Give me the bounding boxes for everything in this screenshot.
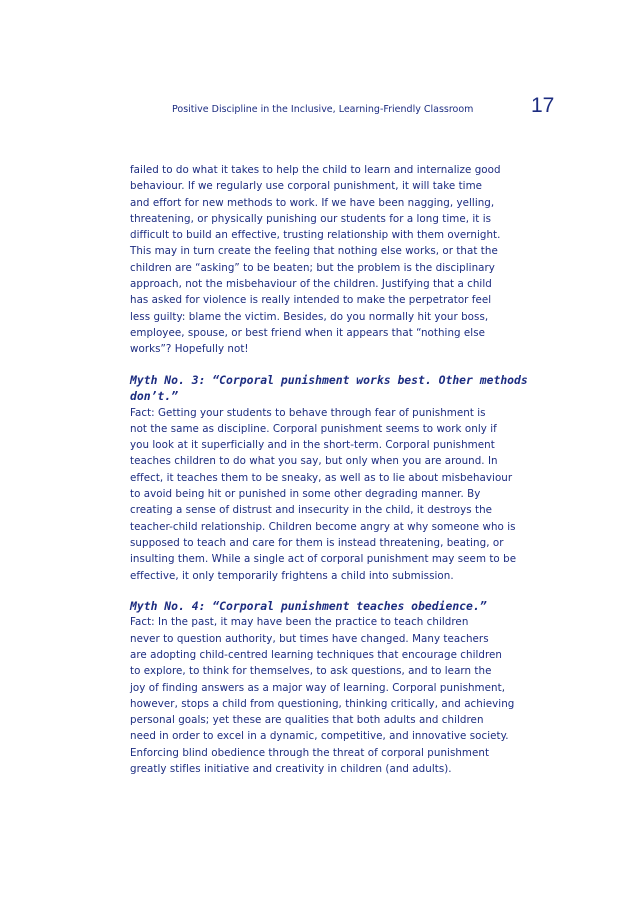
text-line: approach, not the misbehaviour of the children. Justifying that a child <box>130 278 492 291</box>
text-line: Enforcing blind obedience through the threat of corporal punishment <box>130 746 490 759</box>
text-line: Fact: In the past, it may have been the practice to teach children <box>130 616 469 629</box>
text-line: greatly stifles initiative and creativity in children (and adults). <box>130 763 452 775</box>
text-line: to avoid being hit or punished in some other degrading manner. By <box>130 488 481 501</box>
text-line: works”? Hopefully not! <box>130 343 249 356</box>
text-line: and effort for new methods to work. If we have been nagging, yelling, <box>130 196 495 209</box>
myth-4-fact <box>130 614 550 777</box>
text-line: to explore, to think for themselves, to ask questions, and to learn the <box>130 665 492 678</box>
text-line: teacher-child relationship. Children become angry at why someone who is <box>130 520 516 533</box>
myth-3-heading <box>130 372 550 405</box>
text-line: teaches children to do what you say, but only when you are around. In <box>130 455 498 468</box>
text-line: effective, it only temporarily frightens a child into submission. <box>130 569 454 582</box>
text-line: joy of finding answers as a major way of learning. Corporal punishment, <box>130 681 506 694</box>
text-line: however, stops a child from questioning, thinking critically, and achieving <box>130 697 515 710</box>
text-line: are adopting child-centred learning techniques that encourage children <box>130 648 503 661</box>
heading-line: don’t.” <box>130 389 179 404</box>
text-line: threatening, or physically punishing our students for a long time, it is <box>130 212 492 225</box>
running-header-title: Positive Discipline in the Inclusive, Learning-Friendly Classroom <box>172 104 474 115</box>
text-line: employee, spouse, or best friend when it appears that “nothing else <box>130 326 486 339</box>
myth-3-fact <box>130 405 550 584</box>
text-line: children are “asking” to be beaten; but the problem is the disciplinary <box>130 261 495 274</box>
paragraph-continued <box>130 162 550 358</box>
text-line: behaviour. If we regularly use corporal punishment, it will take time <box>130 180 483 193</box>
myth-4-heading <box>130 598 550 615</box>
text-line: has asked for violence is really intended to make the perpetrator feel <box>130 294 492 307</box>
text-line: Fact: Getting your students to behave through fear of punishment is <box>130 406 486 419</box>
text-line: failed to do what it takes to help the child to learn and internalize good <box>130 164 501 176</box>
text-line: less guilty: blame the victim. Besides, do you normally hit your boss, <box>130 310 489 323</box>
text-line: difficult to build an effective, trusting relationship with them overnight. <box>130 229 501 242</box>
text-line: not the same as discipline. Corporal punishment seems to work only if <box>130 422 497 435</box>
text-line: effect, it teaches them to be sneaky, as well as to lie about misbehaviour <box>130 471 513 484</box>
text-line: personal goals; yet these are qualities that both adults and children <box>130 714 484 727</box>
body-text <box>130 162 550 777</box>
page-number: 17 <box>531 94 555 117</box>
text-line: need in order to excel in a dynamic, competitive, and innovative society. <box>130 730 509 743</box>
heading-line: Myth No. 4: “Corporal punishment teaches obedience.” <box>130 598 487 613</box>
text-line: you look at it superficially and in the short-term. Corporal punishment <box>130 439 495 452</box>
text-line: creating a sense of distrust and insecurity in the child, it destroys the <box>130 504 493 517</box>
heading-line: Myth No. 3: “Corporal punishment works best. Other methods <box>130 372 528 387</box>
text-line: insulting them. While a single act of corporal punishment may seem to be <box>130 553 517 566</box>
text-line: This may in turn create the feeling that nothing else works, or that the <box>130 245 498 258</box>
text-line: never to question authority, but times have changed. Many teachers <box>130 632 489 645</box>
text-line: supposed to teach and care for them is instead threatening, beating, or <box>130 536 504 549</box>
